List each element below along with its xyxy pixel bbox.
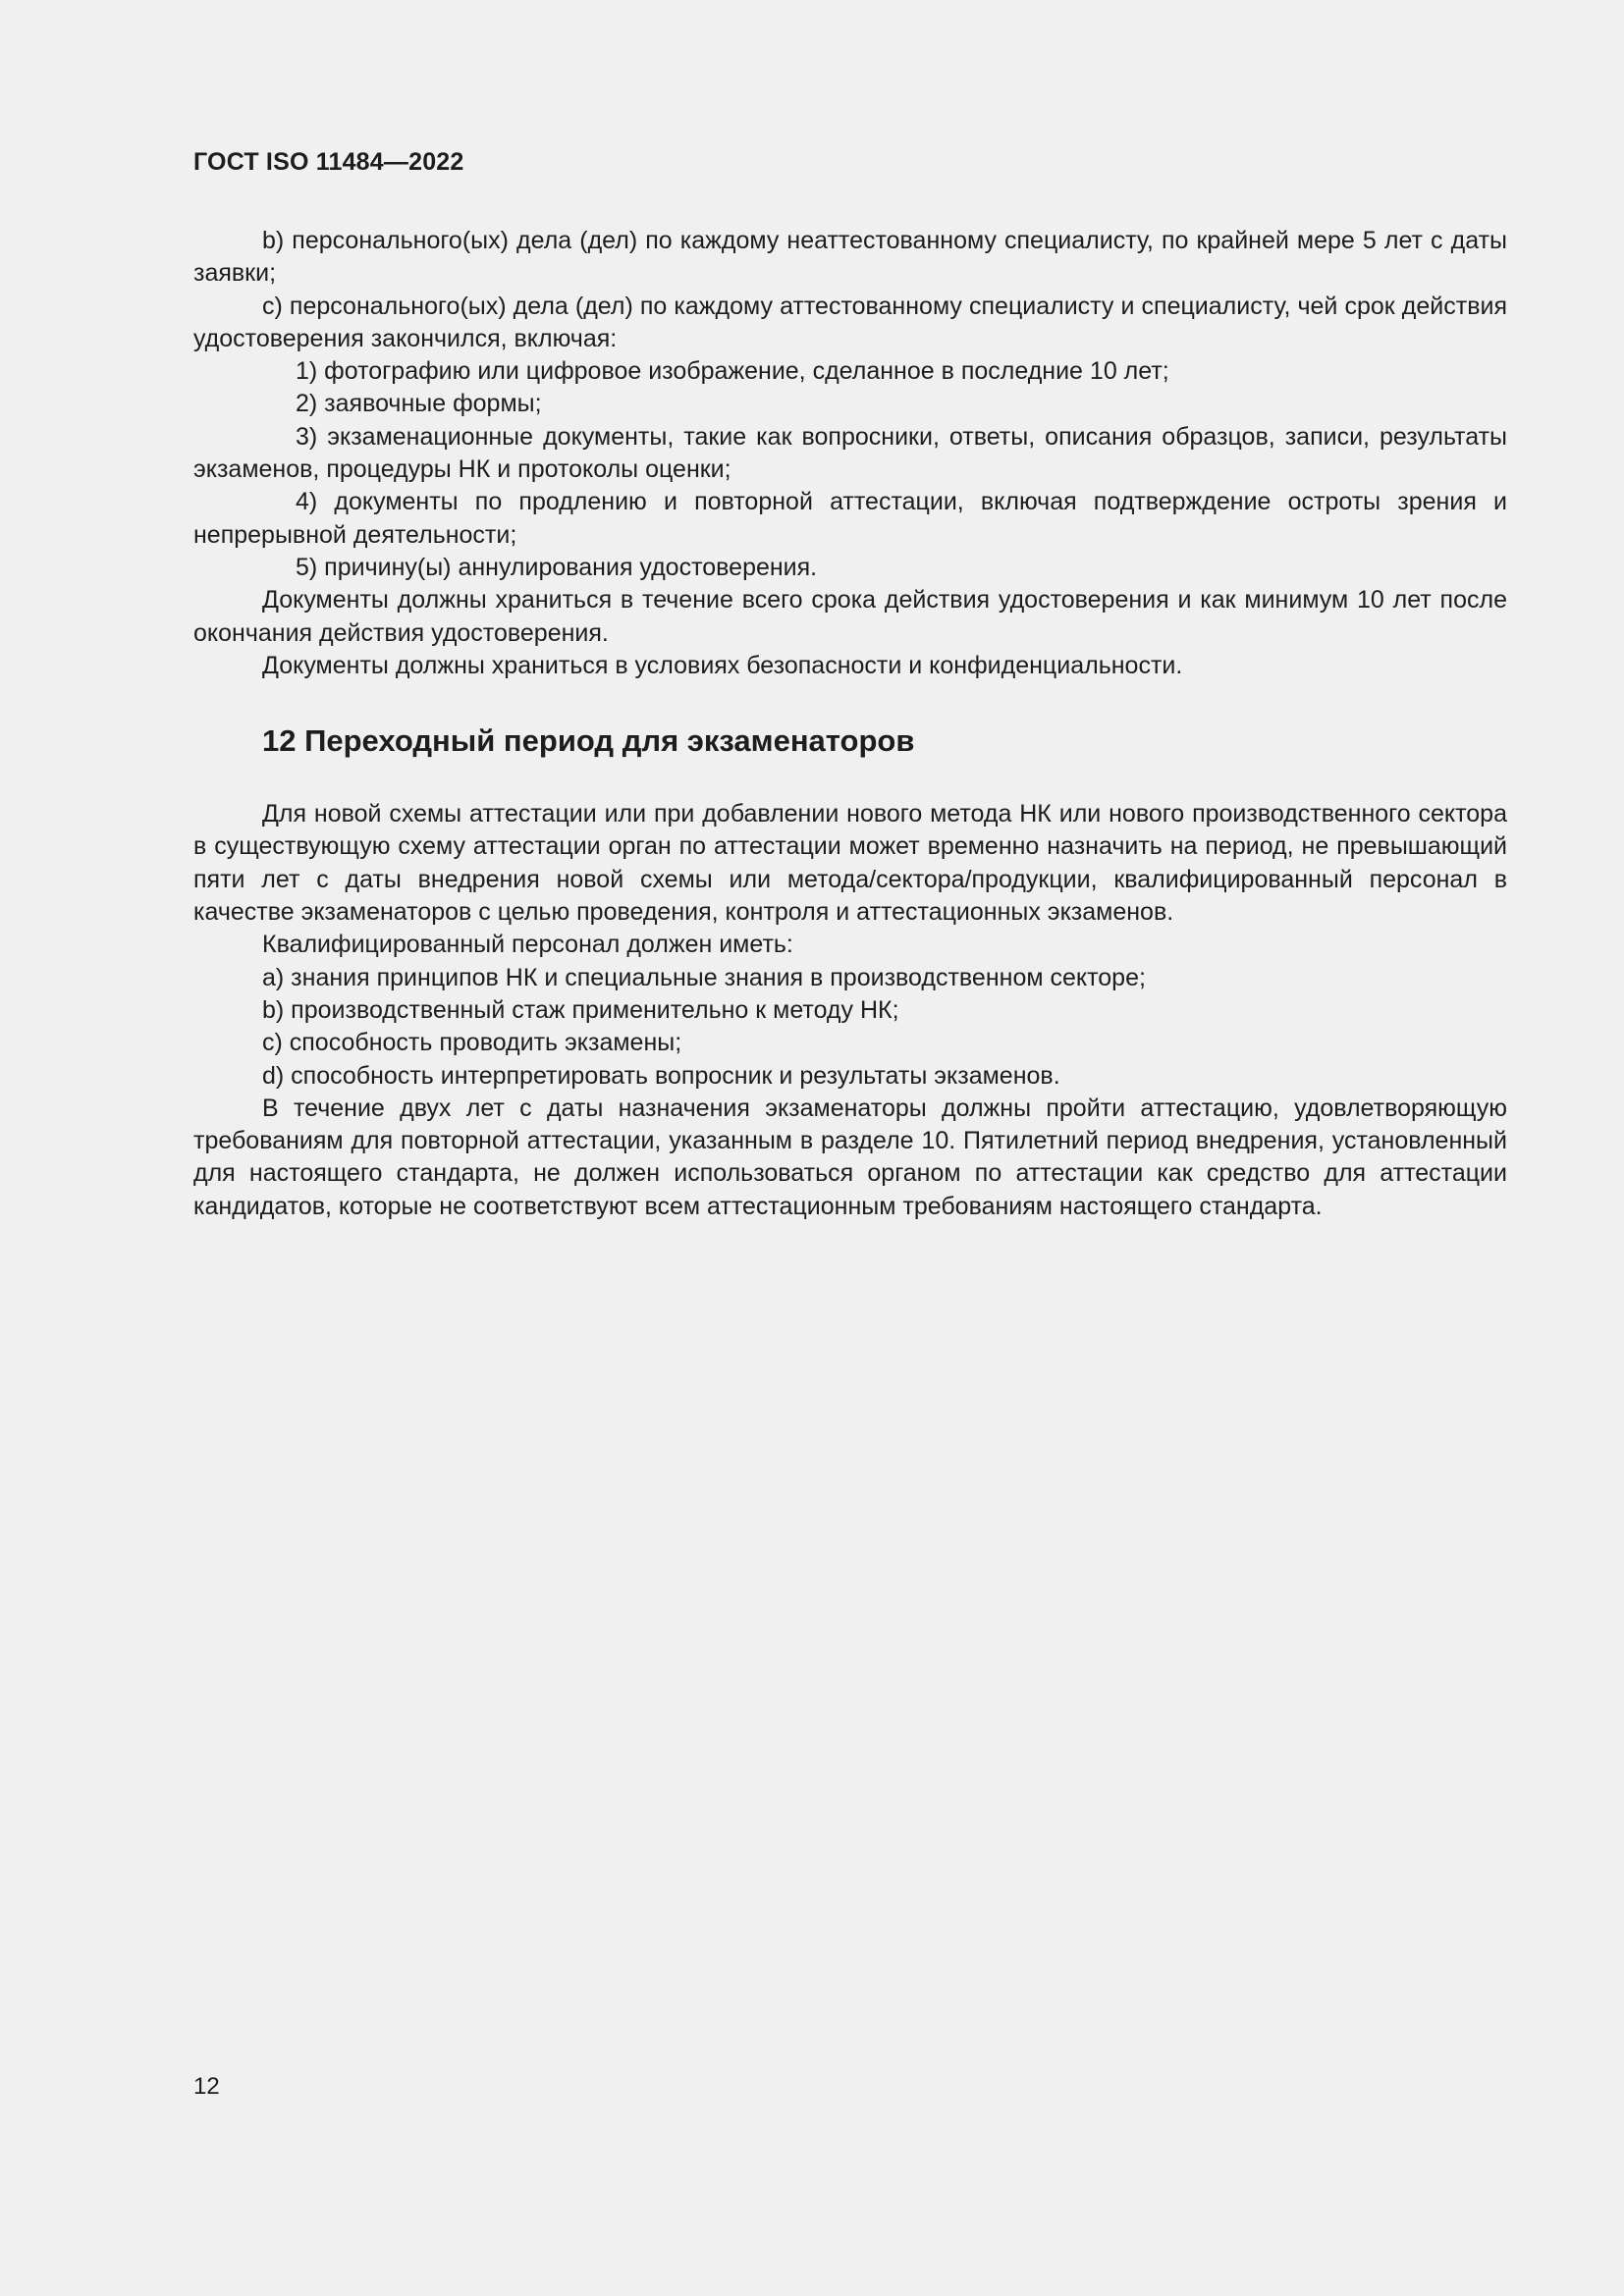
sub-item-3: 3) экзаменационные документы, такие как вопросники, ответы, описания образцов, записи, результаты экзаменов, процедуры НК и протоколы оценки; [193,422,1507,484]
section-12-heading: 12 Переходный период для экзаменаторов [262,723,915,759]
retention-paragraph: Документы должны храниться в течение всего срока действия удостоверения и как минимум 10 лет после окончания действия удостоверения. [193,586,1507,647]
requirement-b: b) производственный стаж применительно к методу НК; [262,995,899,1024]
requirement-a: a) знания принципов НК и специальные знания в производственном секторе; [262,963,1146,991]
qualified-lead: Квалифицированный персонал должен иметь: [262,931,793,959]
requirement-d: d) способность интерпретировать вопросник и результаты экзаменов. [262,1061,1060,1090]
sub-item-1: 1) фотографию или цифровое изображение, сделанное в последние 10 лет; [296,357,1169,386]
sub-item-5: 5) причину(ы) аннулирования удостоверения. [296,553,818,581]
records-list [193,225,1507,682]
section-12-closing: В течение двух лет с даты назначения экзаменаторы должны пройти аттестацию, удовлетворяющую требованиям для повторной аттестации, указанным в разделе 10. Пятилетний период внедрения, установленный для настоящего стандарта, не должен использоваться органом по аттестации как средство для аттестации кандидатов, которые не соответствуют всем аттестационным требованиям настоящего стандарта. [193,1094,1507,1220]
document-body [193,225,1507,1223]
page-number: 12 [193,2073,220,2100]
security-paragraph: Документы должны храниться в условиях безопасности и конфиденциальности. [262,651,1183,679]
list-item-c: c) персонального(ых) дела (дел) по каждому аттестованному специалисту и специалисту, чей срок действия удостоверения закончился, включая: [193,292,1507,352]
section-12-intro: Для новой схемы аттестации или при добавлении нового метода НК или нового производственного сектора в существующую схему аттестации орган по аттестации может временно назначить на период, не превышающий пяти лет с даты внедрения новой схемы или метода/сектора/продукции, квалифицированный персонал в качестве экзаменаторов с целью проведения, контроля и аттестационных экзаменов. [193,800,1507,927]
sub-item-4: 4) документы по продлению и повторной аттестации, включая подтверждение остроты зрения и непрерывной деятельности; [193,488,1507,549]
section-12-body [193,798,1507,1223]
sub-item-2: 2) заявочные формы; [296,390,542,418]
list-item-b: b) персонального(ых) дела (дел) по каждому неаттестованному специалисту, по крайней мере 5 лет с даты заявки; [193,227,1507,288]
document-header: ГОСТ ISO 11484—2022 [193,148,464,176]
requirement-c: c) способность проводить экзамены; [262,1029,682,1057]
